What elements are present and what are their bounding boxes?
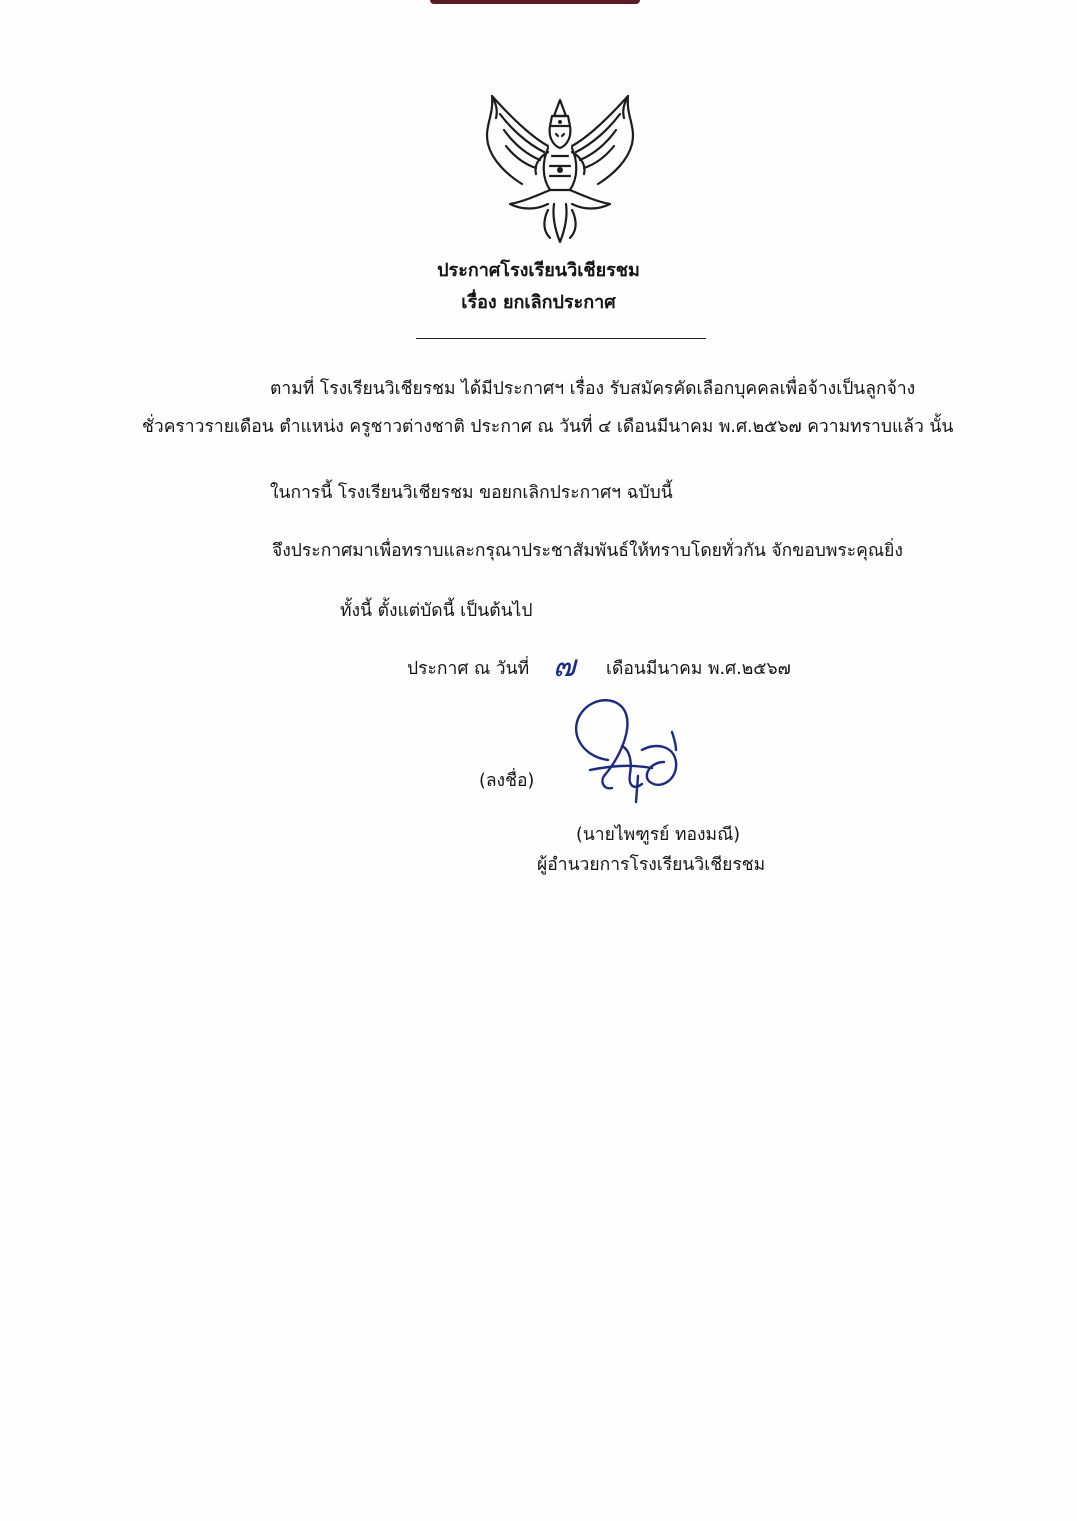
signatory-position: ผู้อำนวยการโรงเรียนวิเชียรชม: [537, 855, 766, 875]
announcement-title: ประกาศโรงเรียนวิเชียรชม: [437, 260, 640, 281]
body-paragraph-1-line-2: ชั่วคราวรายเดือน ตำแหน่ง ครูชาวต่างชาติ ประกาศ ณ วันที่ ๔ เดือนมีนาคม พ.ศ.๒๕๖๗ ความทราบแล้ว นั้น: [142, 417, 954, 437]
body-paragraph-1-line-1: ตามที่ โรงเรียนวิเชียรชม ได้มีประกาศฯ เรื่อง รับสมัครคัดเลือกบุคคลเพื่อจ้างเป็นลูกจ้าง: [270, 379, 916, 399]
date-suffix: เดือนมีนาคม พ.ศ.๒๕๖๗: [606, 659, 791, 679]
announcement-subject: เรื่อง ยกเลิกประกาศ: [461, 292, 616, 313]
date-day-handwritten: ๗: [553, 649, 576, 684]
signature-label: (ลงชื่อ): [479, 771, 535, 791]
date-prefix: ประกาศ ณ วันที่: [407, 659, 530, 679]
handwritten-signature: [560, 690, 700, 805]
body-paragraph-3: จึงประกาศมาเพื่อทราบและกรุณาประชาสัมพันธ์ให้ทราบโดยทั่วกัน จักขอบพระคุณยิ่ง: [272, 541, 903, 561]
title-divider: [416, 338, 706, 339]
garuda-emblem-icon: [470, 86, 650, 248]
top-edge-mark: [430, 0, 640, 4]
body-paragraph-2: ในการนี้ โรงเรียนวิเชียรชม ขอยกเลิกประกาศฯ ฉบับนี้: [270, 483, 673, 503]
signatory-name: (นายไพฑูรย์ ทองมณี): [576, 825, 741, 845]
body-paragraph-4: ทั้งนี้ ตั้งแต่บัดนี้ เป็นต้นไป: [340, 601, 533, 621]
